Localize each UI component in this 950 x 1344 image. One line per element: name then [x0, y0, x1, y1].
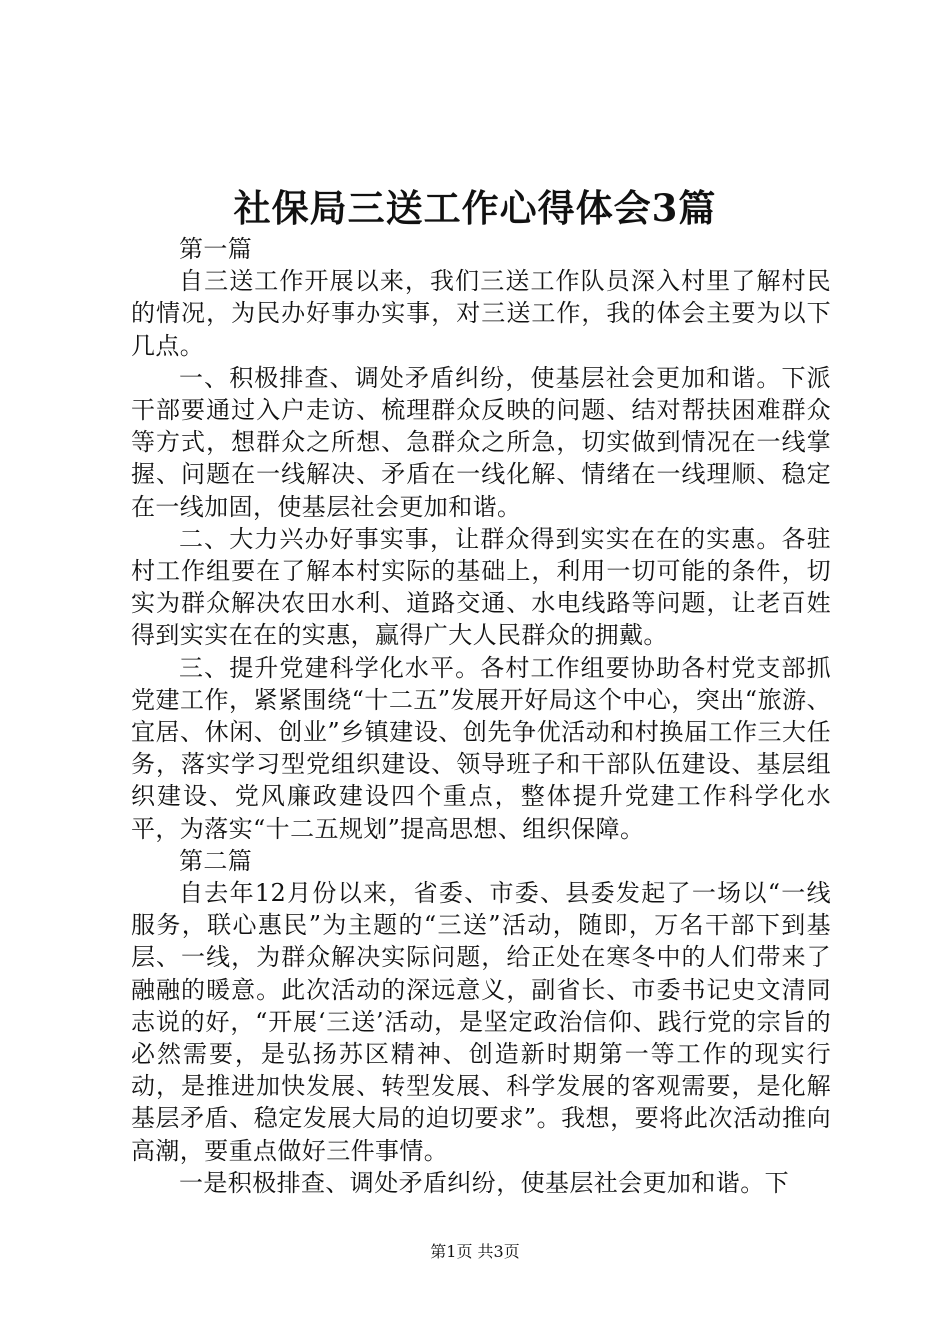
section-heading-2: 第二篇: [179, 846, 253, 875]
document-title: 社保局三送工作心得体会3篇: [233, 186, 717, 230]
document-body: [131, 233, 831, 1199]
page-number-footer: 第1页 共3页: [430, 1242, 520, 1261]
section-heading-1: 第一篇: [179, 235, 253, 263]
paragraph: 一是积极排查、调处矛盾纠纷，使基层社会更加和谐。下: [179, 1168, 789, 1197]
paragraph: 三、提升党建科学化水平。各村工作组要协助各村党支部抓党建工作，紧紧围绕“十二五”发展开好局这个中心，突出“旅游、宜居、休闲、创业”乡镇建设、创先争优活动和村换届工作三大任务，落实学习型党组织建设、领导班子和干部队伍建设、基层组织建设、党风廉政建设四个重点，整体提升党建工作科学化水平，为落实“十二五规划”提高思想、组织保障。: [131, 653, 831, 843]
paragraph: 一、积极排查、调处矛盾纠纷，使基层社会更加和谐。下派干部要通过入户走访、梳理群众反映的问题、结对帮扶困难群众等方式，想群众之所想、急群众之所急，切实做到情况在一线掌握、问题在一线解决、矛盾在一线化解、情绪在一线理顺、稳定在一线加固，使基层社会更加和谐。: [131, 363, 831, 521]
paragraph: 二、大力兴办好事实事，让群众得到实实在在的实惠。各驻村工作组要在了解本村实际的基础上，利用一切可能的条件，切实为群众解决农田水利、道路交通、水电线路等问题，让老百姓得到实实在在的实惠，赢得广大人民群众的拥戴。: [131, 524, 831, 650]
paragraph: 自去年12月份以来，省委、市委、县委发起了一场以“一线服务，联心惠民”为主题的“三送”活动，随即，万名干部下到基层、一线，为群众解决实际问题，给正处在寒冬中的人们带来了融融的暖意。此次活动的深远意义，副省长、市委书记史文清同志说的好，“开展‘三送’活动，是坚定政治信仰、践行党的宗旨的必然需要，是弘扬苏区精神、创造新时期第一等工作的现实行动，是推进加快发展、转型发展、科学发展的客观需要，是化解基层矛盾、稳定发展大局的迫切要求”。我想，要将此次活动推向高潮，要重点做好三件事情。: [131, 879, 831, 1165]
paragraph: 自三送工作开展以来，我们三送工作队员深入村里了解村民的情况，为民办好事办实事，对三送工作，我的体会主要为以下几点。: [131, 267, 831, 360]
